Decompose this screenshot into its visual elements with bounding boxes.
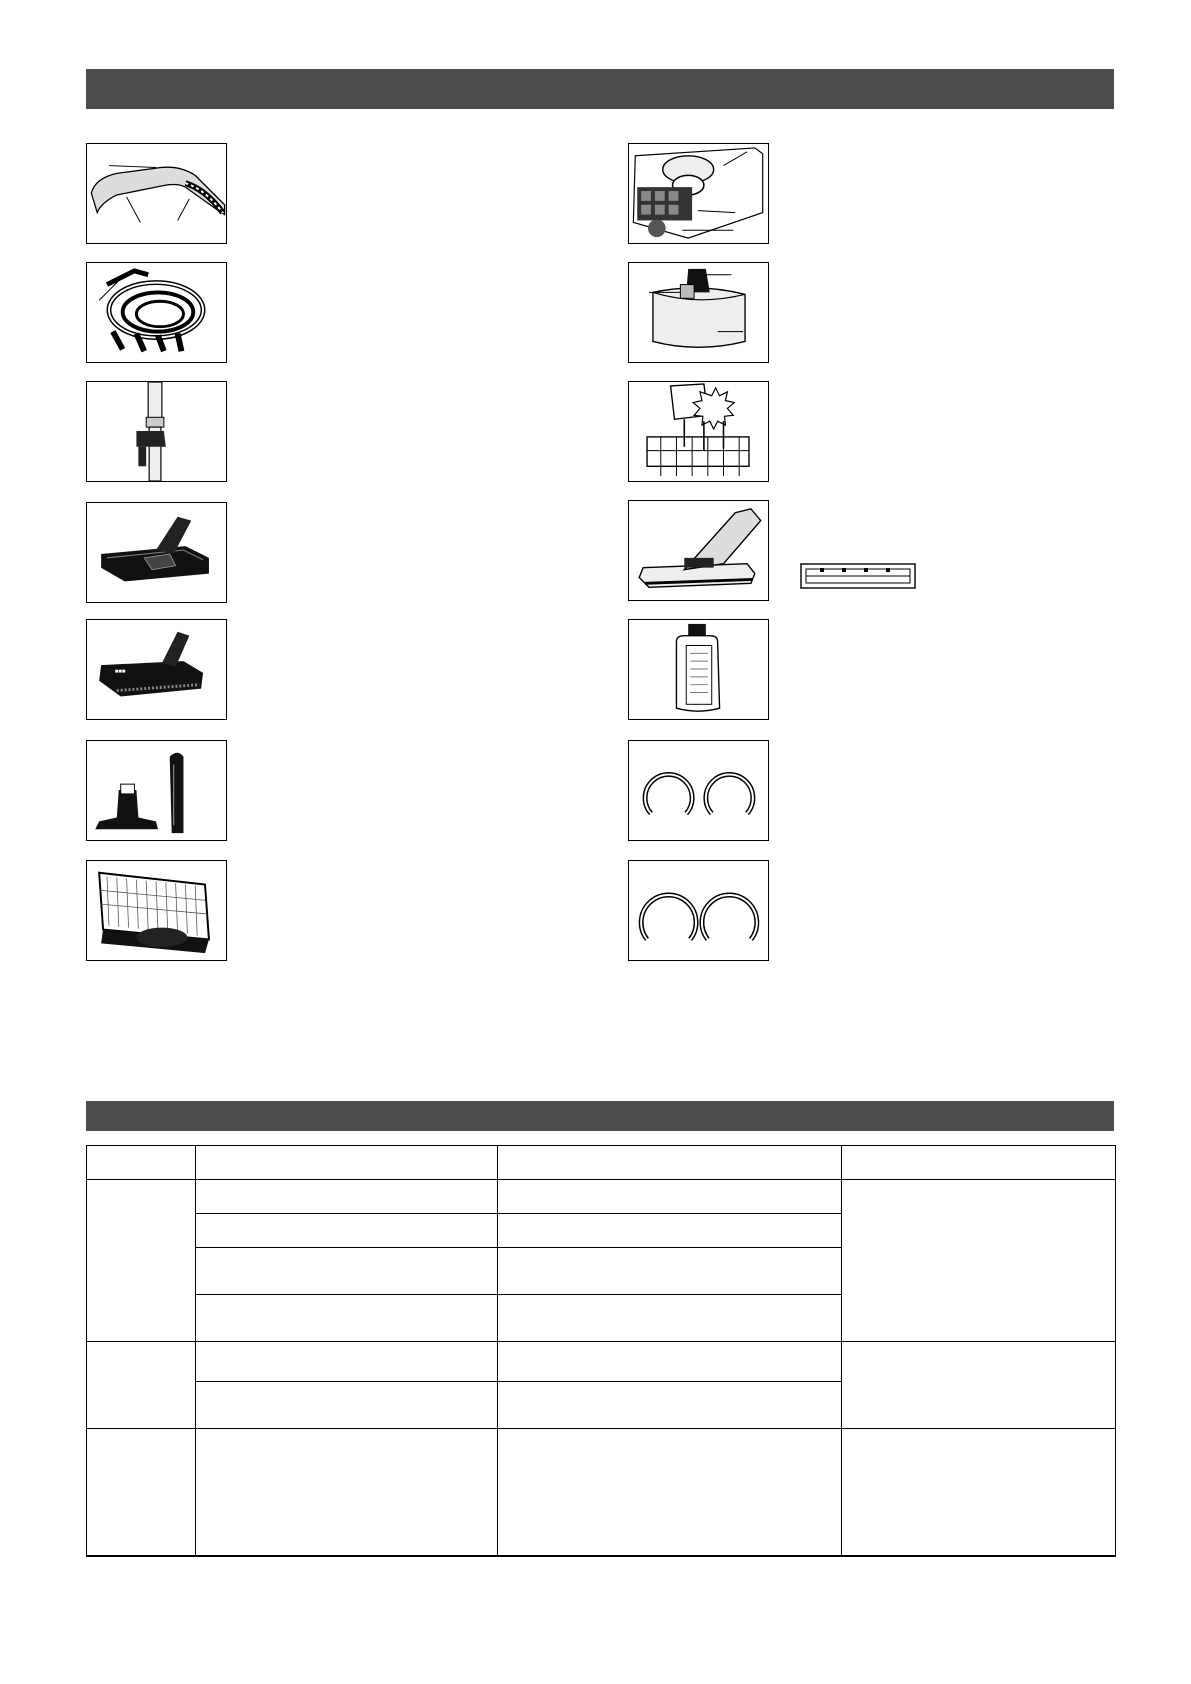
table-cell [498, 1342, 842, 1382]
squeegee-blade-icon [800, 563, 916, 589]
table-row [87, 1429, 1116, 1556]
table-row [87, 1180, 1116, 1214]
troubleshooting-table [86, 1145, 1116, 1557]
table-cell [842, 1429, 1116, 1556]
table-cell [87, 1342, 196, 1429]
table-cell [498, 1382, 842, 1429]
table-cell [498, 1248, 842, 1295]
table-cell [87, 1429, 196, 1556]
svg-text:■■■: ■■■ [114, 668, 126, 675]
table-cell [498, 1295, 842, 1342]
accessories-header-bar [86, 69, 1114, 109]
table-cell [842, 1180, 1116, 1342]
table-header-row [87, 1146, 1116, 1180]
table-cell [87, 1180, 196, 1342]
water-tank-icon [628, 262, 769, 363]
steam-hose-icon [86, 262, 227, 363]
table-cell [196, 1248, 498, 1295]
table-cell [196, 1382, 498, 1429]
table-cell [196, 1295, 498, 1342]
table-cell [196, 1214, 498, 1248]
floor-nozzle-icon [86, 502, 227, 603]
table-cell [196, 1429, 498, 1556]
clips-small-icon [628, 740, 769, 841]
clips-large-icon [628, 860, 769, 961]
filter-assembly-icon [628, 381, 769, 482]
window-nozzle-icon [628, 500, 769, 601]
water-filter-housing-icon [628, 143, 769, 244]
table-header-cell [87, 1146, 196, 1180]
table-row [87, 1342, 1116, 1382]
table-header-cell [196, 1146, 498, 1180]
table-cell [498, 1429, 842, 1556]
descaler-bottle-icon [628, 619, 769, 720]
filter-cassette-icon [86, 860, 227, 961]
upholstery-crevice-tools-icon [86, 740, 227, 841]
table-cell [196, 1180, 498, 1214]
table-cell [498, 1214, 842, 1248]
table-header-cell [842, 1146, 1116, 1180]
extension-tube-icon [86, 381, 227, 482]
table-cell [498, 1180, 842, 1214]
steam-handle-icon [86, 143, 227, 244]
table-header-cell [498, 1146, 842, 1180]
table-cell [196, 1342, 498, 1382]
troubleshooting-header-bar [86, 1101, 1114, 1131]
table-cell [842, 1342, 1116, 1429]
parquet-brush-icon [86, 619, 227, 720]
